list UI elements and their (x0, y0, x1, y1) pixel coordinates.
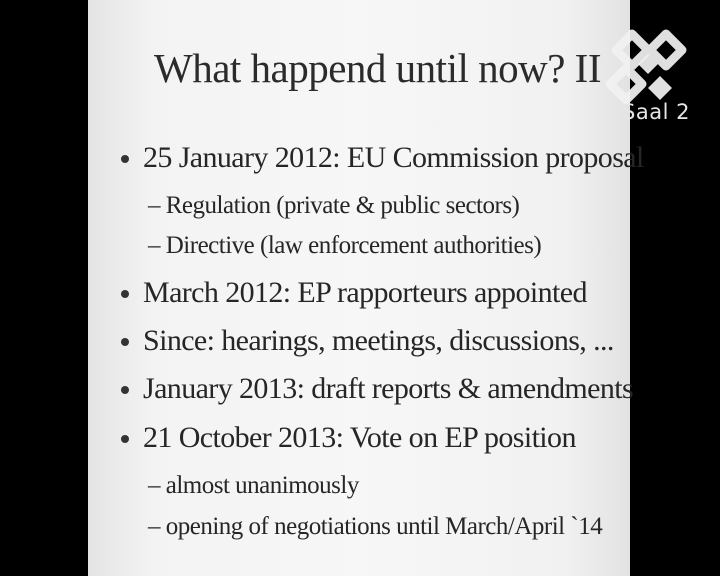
sub-bullet-item: – opening of negotiations until March/April `14 (148, 513, 603, 540)
bullet-dot (121, 338, 129, 346)
sub-bullet-item: – almost unanimously (148, 472, 359, 499)
bullet-dot (121, 155, 129, 163)
bullet-item: March 2012: EP rapporteurs appointed (143, 276, 587, 309)
slide-title: What happend until now? II (154, 45, 601, 91)
bullet-item: Since: hearings, meetings, discussions, ... (143, 324, 614, 357)
bullet-item: 25 January 2012: EU Commission proposal (143, 141, 644, 174)
sub-bullet-item: – Regulation (private & public sectors) (148, 192, 520, 219)
bullet-dot (121, 386, 129, 394)
bullet-dot (121, 290, 129, 298)
bullet-dot (121, 435, 129, 443)
bullet-item: January 2013: draft reports & amendments (143, 372, 634, 405)
bullet-item: 21 October 2013: Vote on EP position (143, 421, 576, 454)
sub-bullet-item: – Directive (law enforcement authorities) (148, 232, 542, 259)
channel-label: Saal 2 (622, 100, 690, 124)
